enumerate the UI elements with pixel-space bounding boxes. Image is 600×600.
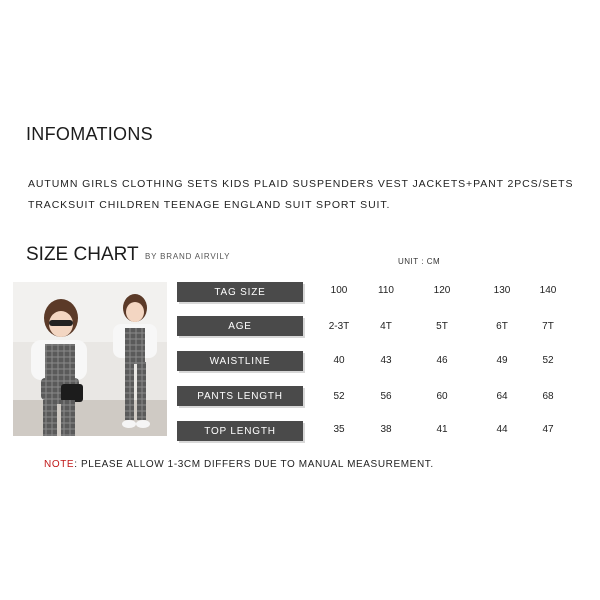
- row-label-waistline: WAISTLINE: [177, 351, 303, 371]
- measurement-note: [44, 459, 434, 470]
- brand-label: BY BRAND AIRVILY: [145, 252, 231, 261]
- table-cell: 6T: [496, 321, 508, 332]
- table-cell: 44: [496, 424, 508, 435]
- table-cell: 46: [436, 355, 448, 366]
- product-photo: [13, 282, 167, 436]
- note-text: : PLEASE ALLOW 1-3CM DIFFERS DUE TO MANUAL MEASUREMENT.: [74, 459, 434, 470]
- table-cell: 40: [333, 355, 345, 366]
- table-cell: 43: [380, 355, 392, 366]
- table-cell: 38: [380, 424, 392, 435]
- table-cell: 4T: [380, 321, 392, 332]
- table-cell: 52: [542, 355, 554, 366]
- table-cell: 130: [493, 285, 511, 296]
- description-line-1: AUTUMN GIRLS CLOTHING SETS KIDS PLAID SUSPENDERS VEST JACKETS+PANT 2PCS/SETS: [28, 178, 574, 190]
- table-cell: 49: [496, 355, 508, 366]
- table-cell: 2-3T: [328, 321, 350, 332]
- product-photo-illustration: [13, 282, 167, 436]
- description-line-2: TRACKSUIT CHILDREN TEENAGE ENGLAND SUIT SPORT SUIT.: [28, 199, 391, 211]
- table-cell: 56: [380, 391, 392, 402]
- table-cell: 120: [433, 285, 451, 296]
- table-cell: 140: [539, 285, 557, 296]
- row-label-pants-length: PANTS LENGTH: [177, 386, 303, 406]
- table-cell: 41: [436, 424, 448, 435]
- row-label-tag-size: TAG SIZE: [177, 282, 303, 302]
- row-label-age: AGE: [177, 316, 303, 336]
- table-cell: 7T: [542, 321, 554, 332]
- table-cell: 100: [330, 285, 348, 296]
- product-description: [28, 174, 588, 216]
- size-chart-title: SIZE CHART: [26, 244, 139, 265]
- table-cell: 60: [436, 391, 448, 402]
- table-cell: 52: [333, 391, 345, 402]
- table-cell: 47: [542, 424, 554, 435]
- table-cell: 5T: [436, 321, 448, 332]
- info-title: INFOMATIONS: [26, 124, 153, 144]
- row-label-top-length: TOP LENGTH: [177, 421, 303, 441]
- table-cell: 68: [542, 391, 554, 402]
- note-prefix: NOTE: [44, 459, 75, 470]
- table-cell: 64: [496, 391, 508, 402]
- table-cell: 35: [333, 424, 345, 435]
- unit-label: UNIT : CM: [398, 257, 441, 266]
- table-cell: 110: [378, 285, 394, 296]
